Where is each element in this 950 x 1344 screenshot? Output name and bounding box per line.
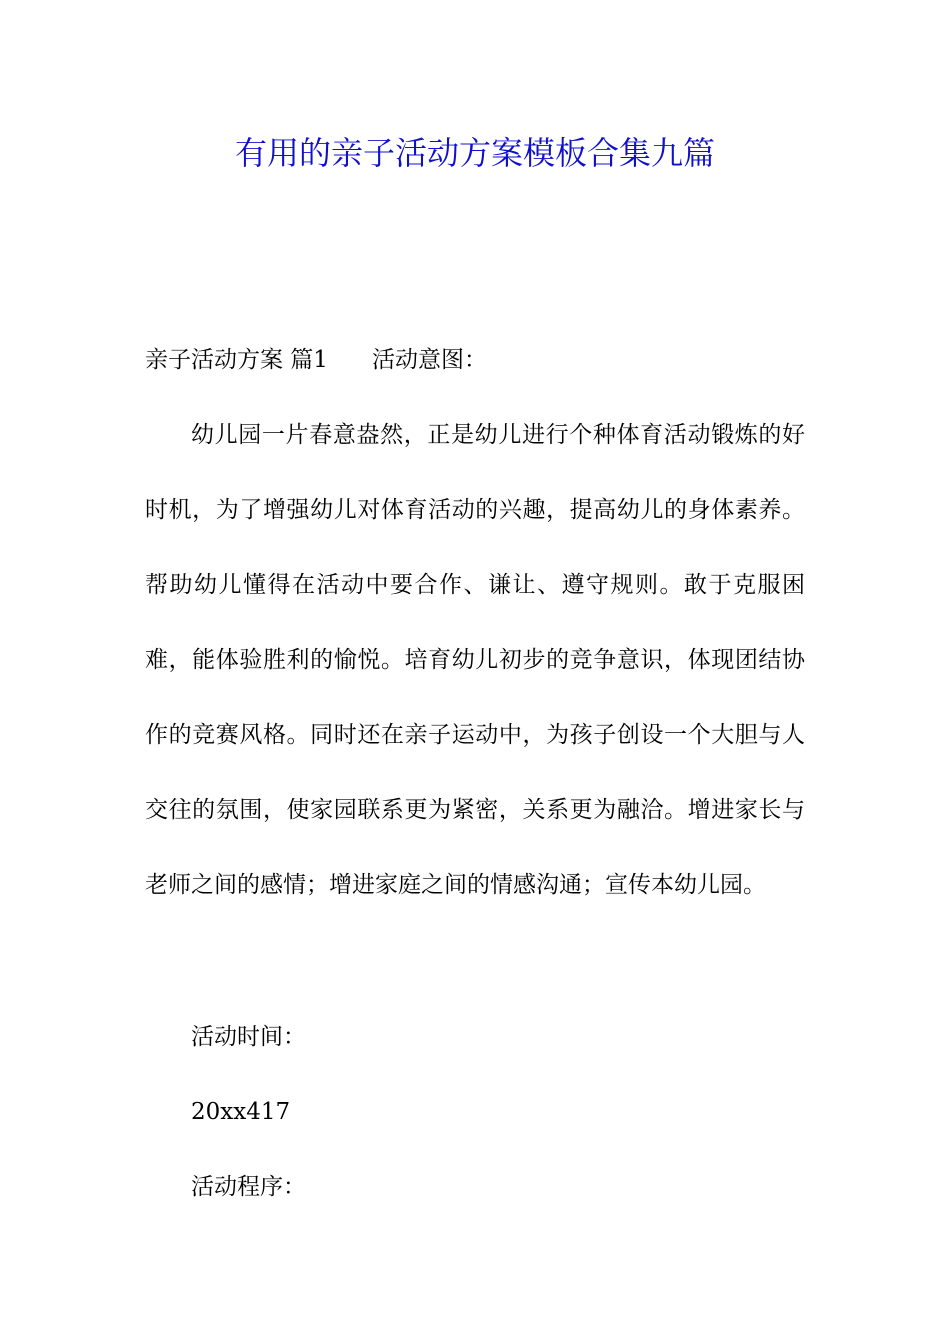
- intent-label: 活动意图：: [371, 347, 487, 373]
- section-heading-line: [145, 323, 805, 398]
- document-title: 有用的亲子活动方案模板合集九篇: [234, 134, 715, 172]
- activity-program-label: 活动程序：: [191, 1174, 306, 1200]
- intent-paragraph: 幼儿园一片春意盎然，正是幼儿进行个种体育活动锻炼的好时机，为了增强幼儿对体育活动的兴趣，提高幼儿的身体素养。帮助幼儿懂得在活动中要合作、谦让、遵守规则。敢于克服困难，能体验胜利的愉悦。培育幼儿初步的竞争意识，体现团结协作的竞赛风格。同时还在亲子运动中，为孩子创设一个大胆与人交往的氛围，使家园联系更为紧密，关系更为融洽。增进家长与老师之间的感情；增进家庭之间的情感沟通；宣传本幼儿园。: [145, 422, 805, 898]
- activity-time-label: 活动时间：: [191, 1024, 306, 1050]
- section-heading: 亲子活动方案 篇1: [145, 347, 328, 373]
- activity-time-value: 20xx417: [191, 1099, 291, 1125]
